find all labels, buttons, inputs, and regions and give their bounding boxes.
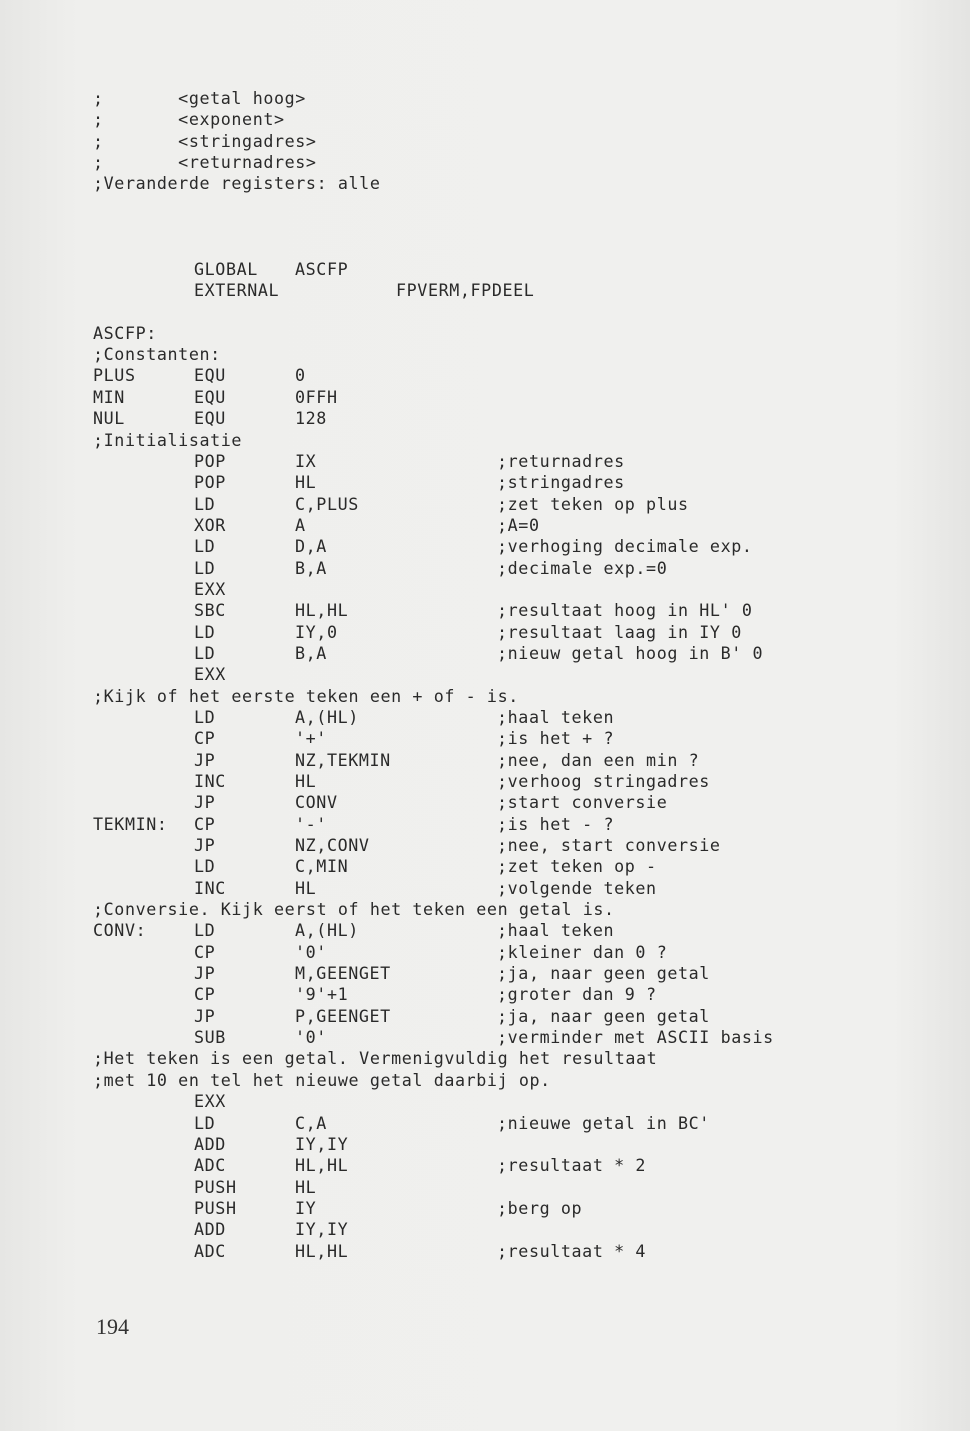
code-opcode: ADC <box>194 1240 226 1261</box>
code-operand: IY,IY <box>295 1219 349 1240</box>
code-operand: '-' <box>295 813 327 834</box>
code-comment: ;nee, start conversie <box>497 835 721 856</box>
code-comment: ;groter dan 9 ? <box>497 984 657 1005</box>
code-line <box>93 600 774 621</box>
code-opcode: SUB <box>194 1027 226 1048</box>
code-comment: ;nieuwe getal in BC' <box>497 1112 710 1133</box>
code-operand: HL <box>295 771 317 791</box>
code-line <box>93 942 774 963</box>
assembly-listing <box>93 88 774 1262</box>
code-line <box>93 728 774 749</box>
code-comment: ;nieuw getal hoog in B' 0 <box>497 642 764 663</box>
code-comment: ;haal teken <box>497 706 615 727</box>
code-line <box>93 558 774 579</box>
code-opcode: EQU <box>194 408 226 429</box>
code-line <box>93 792 774 813</box>
code-comment: ;returnadres <box>497 450 625 471</box>
code-line <box>93 1113 774 1134</box>
directive-line <box>93 259 774 280</box>
code-line <box>93 856 774 877</box>
code-line <box>93 387 774 408</box>
code-operand: P,GEENGET <box>295 1005 391 1026</box>
code-opcode: JP <box>194 749 216 770</box>
code-comment: ;berg op <box>497 1197 583 1218</box>
code-operand: 0FFH <box>295 386 338 407</box>
code-label: CONV: <box>93 920 147 941</box>
code-operand: 128 <box>295 408 327 429</box>
code-opcode: POP <box>194 450 226 471</box>
code-line <box>93 579 774 600</box>
code-line <box>93 1155 774 1176</box>
code-opcode: JP <box>194 1005 216 1026</box>
comment-line: ; <getal hoog> <box>93 88 306 108</box>
code-line <box>93 835 774 856</box>
code-opcode: LD <box>194 920 216 941</box>
code-line <box>93 1091 774 1112</box>
code-comment: ;resultaat laag in IY 0 <box>497 621 742 642</box>
code-comment: ;nee, dan een min ? <box>497 749 700 770</box>
page-number: 194 <box>96 1314 129 1339</box>
code-comment: ;ja, naar geen getal <box>497 1005 710 1026</box>
code-opcode: LD <box>194 557 216 578</box>
code-line <box>93 1177 774 1198</box>
code-operand: '0' <box>295 1027 327 1048</box>
code-operand: C,MIN <box>295 856 349 877</box>
code-line <box>93 1027 774 1048</box>
comment-line: ;Het teken is een getal. Vermenigvuldig het resultaat <box>93 1048 658 1069</box>
code-opcode: ADD <box>194 1219 226 1240</box>
comment-line: ;met 10 en tel het nieuwe getal daarbij op. <box>93 1069 551 1090</box>
code-operand: HL <box>295 1176 317 1197</box>
code-operand: C,A <box>295 1112 327 1133</box>
code-opcode: JP <box>194 792 216 813</box>
code-operand: HL <box>295 472 317 493</box>
code-opcode: CP <box>194 941 216 962</box>
code-line <box>93 472 774 493</box>
comment-line: ; <exponent> <box>93 109 285 130</box>
code-opcode: CP <box>194 813 216 834</box>
code-comment: ;verhoog stringadres <box>497 771 710 791</box>
code-comment: ;resultaat hoog in HL' 0 <box>497 600 753 621</box>
comment-line: ;Initialisatie <box>93 429 243 450</box>
code-operand: A,(HL) <box>295 920 359 941</box>
code-operand: NZ,TEKMIN <box>295 749 391 770</box>
code-label: PLUS <box>93 365 136 386</box>
code-opcode: EXTERNAL <box>194 280 280 301</box>
code-comment: ;is het + ? <box>497 728 615 749</box>
code-opcode: PUSH <box>194 1176 237 1197</box>
code-comment: ;resultaat * 2 <box>497 1155 647 1176</box>
code-comment: ;ja, naar geen getal <box>497 963 710 984</box>
code-operand: B,A <box>295 557 327 578</box>
code-opcode: JP <box>194 835 216 856</box>
code-opcode: LD <box>194 1112 216 1133</box>
code-operand: IY <box>295 1197 317 1218</box>
code-operand: C,PLUS <box>295 493 359 514</box>
code-opcode: XOR <box>194 514 226 535</box>
code-opcode: EQU <box>194 386 226 407</box>
code-line <box>93 878 774 899</box>
comment-line: ; <stringadres> <box>93 130 317 151</box>
comment-line: ;Kijk of het eerste teken een + of - is. <box>93 685 519 706</box>
comment-line: ; <returnadres> <box>93 152 317 173</box>
routine-label: ASCFP: <box>93 322 157 343</box>
code-operand: IY,0 <box>295 621 338 642</box>
code-label: TEKMIN: <box>93 813 168 834</box>
comment-line: ;Constanten: <box>93 344 221 365</box>
code-operand: M,GEENGET <box>295 963 391 984</box>
code-operand: IX <box>295 450 317 471</box>
code-opcode: LD <box>194 856 216 877</box>
code-opcode: ADD <box>194 1133 226 1154</box>
comment-line: ;Veranderde registers: alle <box>93 173 381 194</box>
blank-line <box>93 301 774 322</box>
code-operand: A <box>295 514 306 535</box>
code-operand: '0' <box>295 941 327 962</box>
code-operand: IY,IY <box>295 1133 349 1154</box>
code-opcode: POP <box>194 472 226 493</box>
code-label: NUL <box>93 408 125 429</box>
code-opcode: EQU <box>194 365 226 386</box>
code-opcode: SBC <box>194 600 226 621</box>
code-line <box>93 984 774 1005</box>
code-comment: ;start conversie <box>497 792 668 813</box>
code-line <box>93 750 774 771</box>
code-line <box>93 771 774 792</box>
code-line <box>93 814 774 835</box>
code-operand: ASCFP <box>295 258 349 279</box>
code-opcode: GLOBAL <box>194 258 258 279</box>
code-comment: ;zet teken op plus <box>497 493 689 514</box>
code-opcode: LD <box>194 493 216 514</box>
code-opcode: EXX <box>194 1091 226 1112</box>
blank-line <box>93 195 774 216</box>
code-line <box>93 1198 774 1219</box>
code-operand: HL,HL <box>295 1155 349 1176</box>
code-opcode: LD <box>194 706 216 727</box>
code-operand: '9'+1 <box>295 984 349 1005</box>
code-opcode: ADC <box>194 1155 226 1176</box>
code-line <box>93 963 774 984</box>
code-operand: 0 <box>295 365 306 386</box>
code-line <box>93 494 774 515</box>
blank-line <box>93 216 774 237</box>
code-operand: HL,HL <box>295 600 349 621</box>
code-opcode: LD <box>194 536 216 557</box>
code-opcode: EXX <box>194 664 226 685</box>
code-line <box>93 643 774 664</box>
code-comment: ;stringadres <box>497 472 625 493</box>
code-operand: D,A <box>295 536 327 557</box>
code-line <box>93 1134 774 1155</box>
code-comment: ;verhoging decimale exp. <box>497 536 753 557</box>
directive-line <box>93 280 774 301</box>
code-line <box>93 1006 774 1027</box>
comment-line: ;Conversie. Kijk eerst of het teken een getal is. <box>93 899 615 920</box>
code-line <box>93 622 774 643</box>
code-operand: HL,HL <box>295 1240 349 1261</box>
code-comment: ;is het - ? <box>497 813 615 834</box>
code-line <box>93 1241 774 1262</box>
code-label: MIN <box>93 386 125 407</box>
code-opcode: LD <box>194 621 216 642</box>
code-line <box>93 365 774 386</box>
code-comment: ;resultaat * 4 <box>497 1240 647 1261</box>
code-opcode: JP <box>194 963 216 984</box>
code-operand: CONV <box>295 792 338 813</box>
code-opcode: CP <box>194 984 216 1005</box>
code-operand: B,A <box>295 642 327 663</box>
code-line <box>93 515 774 536</box>
code-line <box>93 707 774 728</box>
code-operand: '+' <box>295 728 327 749</box>
code-line <box>93 536 774 557</box>
code-opcode: CP <box>194 728 216 749</box>
code-comment: ;decimale exp.=0 <box>497 557 668 578</box>
code-comment: ;kleiner dan 0 ? <box>497 941 668 962</box>
code-opcode: PUSH <box>194 1197 237 1218</box>
code-opcode: INC <box>194 877 226 898</box>
code-opcode: EXX <box>194 578 226 599</box>
blank-line <box>93 237 774 258</box>
code-comment: ;verminder met ASCII basis <box>497 1027 774 1048</box>
code-line <box>93 451 774 472</box>
code-comment: ;zet teken op - <box>497 856 657 877</box>
code-comment: ;haal teken <box>497 920 615 941</box>
code-line <box>93 920 774 941</box>
code-line <box>93 408 774 429</box>
code-opcode: INC <box>194 771 226 791</box>
code-operand: A,(HL) <box>295 706 359 727</box>
code-comment: ;A=0 <box>497 514 540 535</box>
code-opcode: LD <box>194 642 216 663</box>
code-line <box>93 1219 774 1240</box>
code-comment: ;volgende teken <box>497 877 657 898</box>
code-line <box>93 664 774 685</box>
code-operand: HL <box>295 877 317 898</box>
code-operand: NZ,CONV <box>295 835 370 856</box>
code-operand: FPVERM,FPDEEL <box>396 280 535 301</box>
